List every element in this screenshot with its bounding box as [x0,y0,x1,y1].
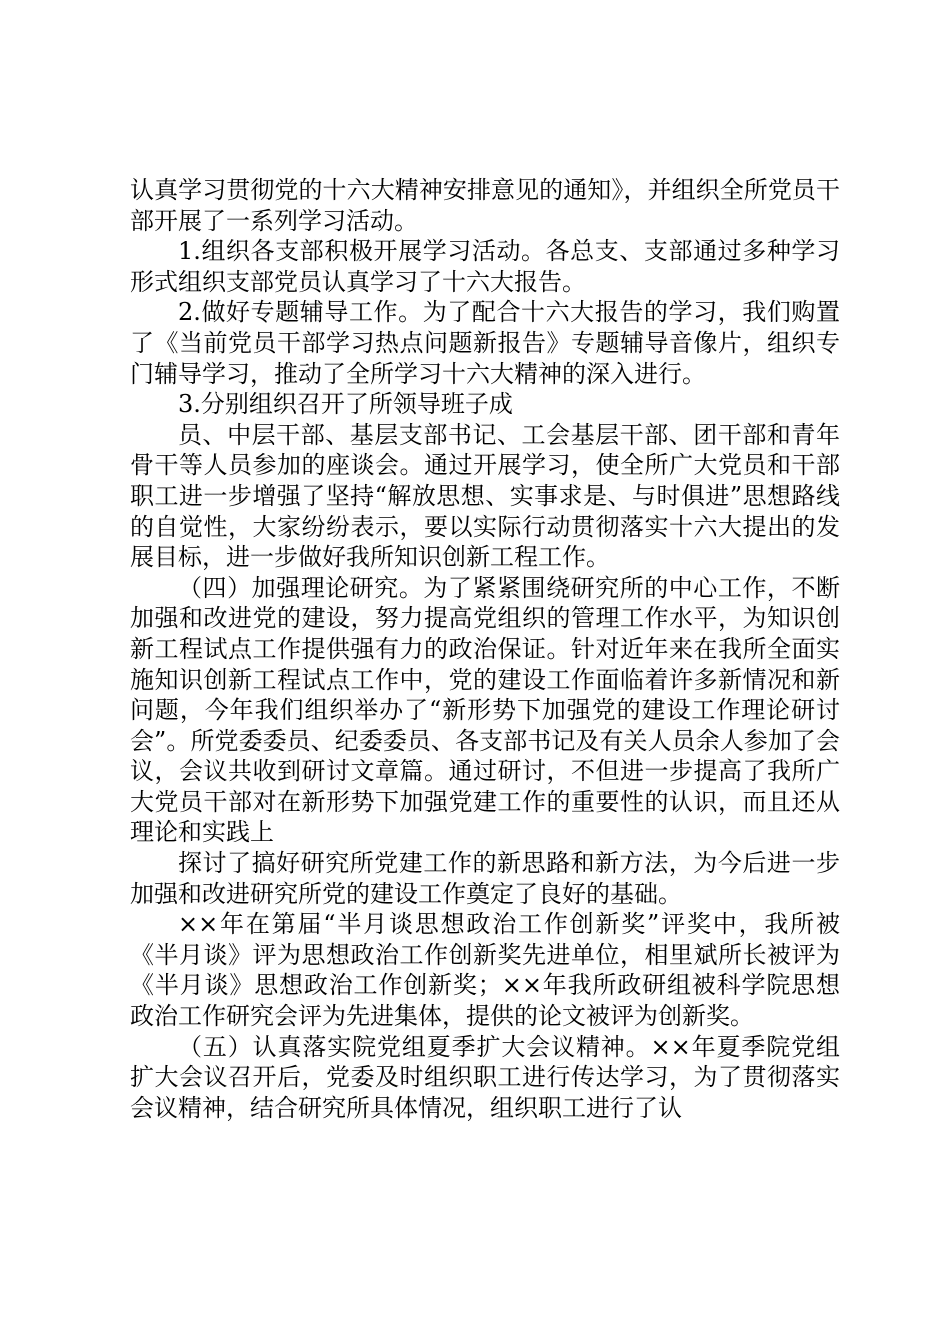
paragraph-section-4: （四）加强理论研究。为了紧紧围绕研究所的中心工作，不断加强和改进党的建设，努力提高党组织的管理工作水平，为知识创新工程试点工作提供强有力的政治保证。针对近年来在我所全面实施知识创新工程试点工作中，党的建设工作面临着许多新情况和新问题，今年我们组织举办了“新形势下加强党的建设工作理论研讨会”。所党委委员、纪委委员、各支部书记及有关人员余人参加了会议，会议共收到研讨文章篇。通过研讨，不但进一步提高了我所广大党员干部对在新形势下加强党建工作的重要性的认识，而且还从理论和实践上 [130,573,840,847]
paragraph-intro: 认真学习贯彻党的十六大精神安排意见的通知》，并组织全所党员干部开展了一系列学习活动。 [130,176,840,235]
paragraph-item-3: 3.分别组织召开了所领导班子成 [178,390,513,419]
paragraph-section-5: （五）认真落实院党组夏季扩大会议精神。××年夏季院党组扩大会议召开后，党委及时组织职工进行传达学习，为了贯彻落实会议精神，结合研究所具体情况，组织职工进行了认 [130,1032,840,1122]
paragraph-item-1: 1.组织各支部积极开展学习活动。各总支、支部通过多种学习形式组织支部党员认真学习了十六大报告。 [130,237,840,296]
document-body [130,175,840,1123]
paragraph-item-3-continued: 员、中层干部、基层支部书记、工会基层干部、团干部和青年骨干等人员参加的座谈会。通过开展学习，使全所广大党员和干部职工进一步增强了坚持“解放思想、实事求是、与时俱进”思想路线的自觉性，大家纷纷表示，要以实际行动贯彻落实十六大提出的发展目标，进一步做好我所知识创新工程工作。 [130,420,840,572]
paragraph-award: ××年在第届“半月谈思想政治工作创新奖”评奖中，我所被《半月谈》评为思想政治工作创新奖先进单位，相里斌所长被评为《半月谈》思想政治工作创新奖；××年我所政研组被科学院思想政治工作研究会评为先进集体，提供的论文被评为创新奖。 [130,910,840,1031]
paragraph-section-4-continued: 探讨了搞好研究所党建工作的新思路和新方法，为今后进一步加强和改进研究所党的建设工作奠定了良好的基础。 [130,849,840,908]
paragraph-item-2: 2.做好专题辅导工作。为了配合十六大报告的学习，我们购置了《当前党员干部学习热点问题新报告》专题辅导音像片，组织专门辅导学习，推动了全所学习十六大精神的深入进行。 [130,298,840,388]
